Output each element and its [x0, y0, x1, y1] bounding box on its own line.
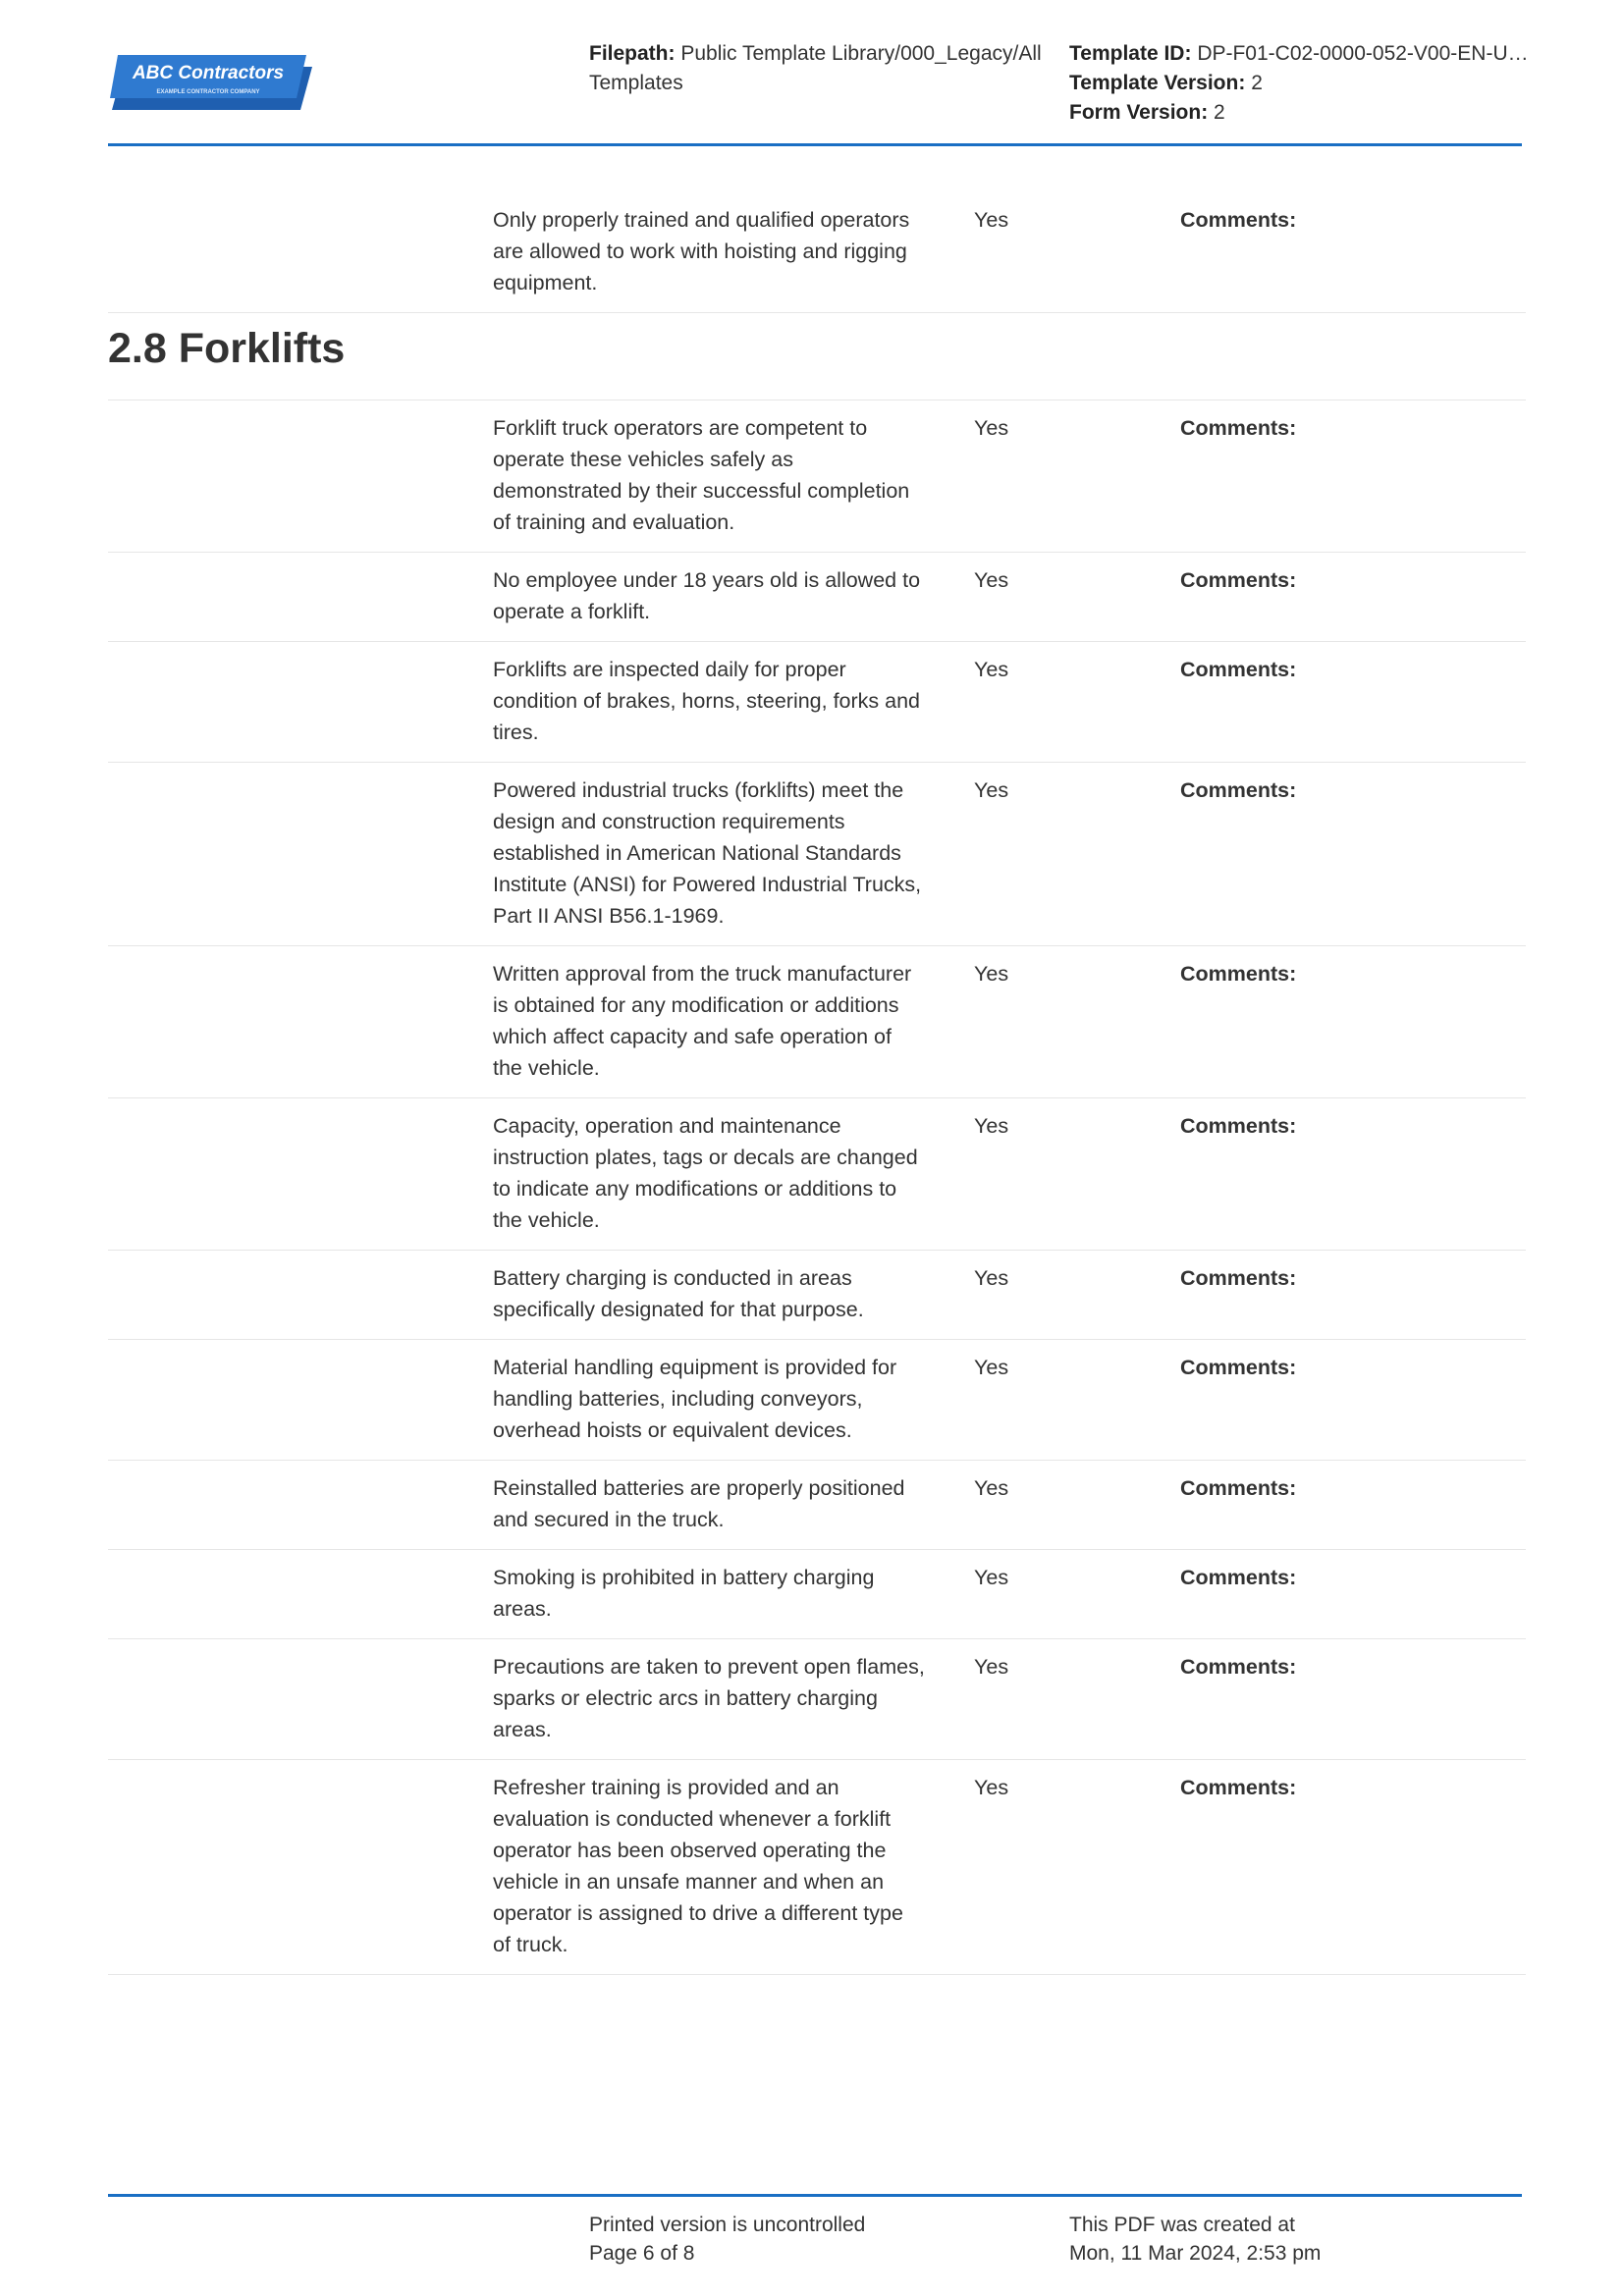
- comments-label: Comments:: [1180, 962, 1297, 986]
- comments-label: Comments:: [1180, 208, 1297, 232]
- section-title: 2.8 Forklifts: [108, 325, 346, 372]
- comments-label: Comments:: [1180, 778, 1297, 802]
- template-version-line: [1069, 69, 1531, 98]
- question-text: Capacity, operation and maintenance instruction plates, tags or decals are changed to indicate any modifications or additions to the vehicle.: [493, 1114, 918, 1232]
- created-label: This PDF was created at: [1069, 2214, 1295, 2236]
- answer-value: Yes: [974, 778, 1009, 802]
- form-version-value: 2: [1214, 101, 1225, 124]
- template-version-value: 2: [1251, 72, 1263, 94]
- checklist-row: [108, 946, 1526, 1098]
- logo-badge-icon: [110, 53, 316, 112]
- comments-label: Comments:: [1180, 416, 1297, 440]
- comments-label: Comments:: [1180, 658, 1297, 681]
- checklist-row: [108, 1461, 1526, 1550]
- answer-value: Yes: [974, 1266, 1009, 1290]
- filepath-value: Public Template Library/000_Legacy/All Templates: [589, 42, 1042, 94]
- question-text: Forklift truck operators are competent to operate these vehicles safely as demonstrated by their successful completion of training and evaluation.: [493, 416, 910, 534]
- comments-label: Comments:: [1180, 1266, 1297, 1290]
- answer-value: Yes: [974, 962, 1009, 986]
- page-footer: [108, 2194, 1522, 2265]
- checklist-row: [108, 642, 1526, 763]
- comments-label: Comments:: [1180, 1776, 1297, 1799]
- checklist-row: [108, 553, 1526, 642]
- checklist-row: [108, 763, 1526, 946]
- company-logo: [110, 53, 316, 112]
- template-id-value: DP-F01-C02-0000-052-V00-EN-U…: [1197, 42, 1529, 65]
- comments-label: Comments:: [1180, 1566, 1297, 1589]
- question-text: No employee under 18 years old is allowed to operate a forklift.: [493, 568, 921, 623]
- logo-brand-text: ABC Contractors: [132, 63, 285, 83]
- checklist-row: [108, 1098, 1526, 1251]
- uncontrolled-notice: Printed version is uncontrolled: [589, 2214, 866, 2236]
- footer-print-info: [589, 2211, 865, 2268]
- form-version-label: Form Version:: [1069, 101, 1209, 124]
- footer-created-info: [1069, 2211, 1321, 2268]
- checklist-row: [108, 1639, 1526, 1760]
- form-version-line: [1069, 98, 1531, 128]
- question-text: Refresher training is provided and an evaluation is conducted whenever a forklift operator has been observed operating the vehicle in an unsafe manner and when an operator is assigned to drive a different type of truck.: [493, 1776, 903, 1956]
- checklist-content: [108, 192, 1526, 1975]
- checklist-row: [108, 1251, 1526, 1340]
- question-text: Powered industrial trucks (forklifts) meet the design and construction requirements established in American National Standards Institute (ANSI) for Powered Industrial Trucks, Part II ANSI B56.1-1969.: [493, 778, 922, 928]
- checklist-row: [108, 400, 1526, 553]
- answer-value: Yes: [974, 1776, 1009, 1799]
- question-text: Reinstalled batteries are properly positioned and secured in the truck.: [493, 1476, 905, 1531]
- answer-value: Yes: [974, 416, 1009, 440]
- template-id-line: [1069, 39, 1531, 69]
- checklist-row: [108, 1340, 1526, 1461]
- checklist-row: [108, 1550, 1526, 1639]
- answer-value: Yes: [974, 1566, 1009, 1589]
- comments-label: Comments:: [1180, 1476, 1297, 1500]
- filepath-label: Filepath:: [589, 42, 676, 65]
- comments-label: Comments:: [1180, 568, 1297, 592]
- answer-value: Yes: [974, 658, 1009, 681]
- page-number: Page 6 of 8: [589, 2242, 695, 2265]
- checklist-row: [108, 192, 1526, 313]
- filepath-block: [589, 39, 1051, 98]
- comments-label: Comments:: [1180, 1655, 1297, 1679]
- template-info-block: [1069, 39, 1531, 128]
- question-text: Material handling equipment is provided for handling batteries, including conveyors, overhead hoists or equivalent devices.: [493, 1356, 897, 1442]
- comments-label: Comments:: [1180, 1356, 1297, 1379]
- question-text: Smoking is prohibited in battery charging areas.: [493, 1566, 875, 1621]
- question-text: Only properly trained and qualified operators are allowed to work with hoisting and rigging equipment.: [493, 208, 910, 294]
- checklist-row: [108, 1760, 1526, 1975]
- answer-value: Yes: [974, 1356, 1009, 1379]
- comments-label: Comments:: [1180, 1114, 1297, 1138]
- answer-value: Yes: [974, 208, 1009, 232]
- section-header: [108, 313, 1526, 400]
- template-id-label: Template ID:: [1069, 42, 1192, 65]
- created-timestamp: Mon, 11 Mar 2024, 2:53 pm: [1069, 2242, 1322, 2265]
- question-text: Battery charging is conducted in areas specifically designated for that purpose.: [493, 1266, 864, 1321]
- answer-value: Yes: [974, 1655, 1009, 1679]
- logo-tagline-text: EXAMPLE CONTRACTOR COMPANY: [156, 89, 260, 95]
- question-text: Precautions are taken to prevent open flames, sparks or electric arcs in battery charging areas.: [493, 1655, 925, 1741]
- question-text: Forklifts are inspected daily for proper condition of brakes, horns, steering, forks and tires.: [493, 658, 921, 744]
- template-version-label: Template Version:: [1069, 72, 1246, 94]
- answer-value: Yes: [974, 1114, 1009, 1138]
- page-header: [108, 39, 1529, 146]
- answer-value: Yes: [974, 568, 1009, 592]
- answer-value: Yes: [974, 1476, 1009, 1500]
- question-text: Written approval from the truck manufacturer is obtained for any modification or additions which affect capacity and safe operation of the vehicle.: [493, 962, 912, 1080]
